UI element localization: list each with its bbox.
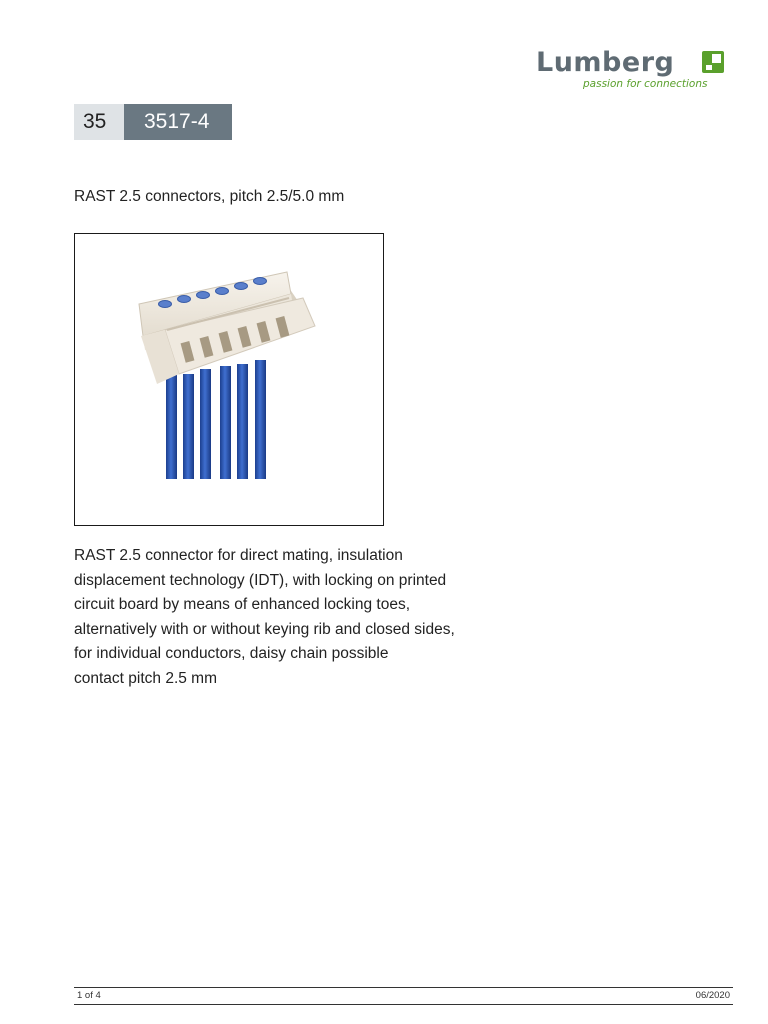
description-line: displacement technology (IDT), with locking on printed xyxy=(74,571,447,589)
description-line: circuit board by means of enhanced locking toes, xyxy=(74,596,411,613)
connector-illustration xyxy=(75,234,383,525)
logo-tagline: passion for connections xyxy=(583,78,708,90)
description-line: contact pitch 2.5 mm xyxy=(74,669,218,687)
description-line: for individual conductors, daisy chain possible xyxy=(74,645,389,662)
wires xyxy=(166,360,266,479)
logo-wordmark: Lumberg xyxy=(536,47,675,78)
product-description xyxy=(74,544,544,691)
document-date: 06/2020 xyxy=(695,990,730,1001)
product-subtitle: RAST 2.5 connectors, pitch 2.5/5.0 mm xyxy=(74,188,345,205)
product-header-badge xyxy=(74,104,232,140)
product-image-frame xyxy=(74,233,384,526)
footer-divider xyxy=(74,987,733,988)
footer-divider xyxy=(74,1004,733,1005)
logo-mark-icon xyxy=(702,51,724,73)
lumberg-logo xyxy=(536,48,736,92)
product-code: 3517-4 xyxy=(124,104,232,140)
page-indicator: 1 of 4 xyxy=(77,990,101,1001)
description-line: RAST 2.5 connector for direct mating, insulation xyxy=(74,547,403,564)
series-number: 35 xyxy=(74,104,124,140)
description-line: alternatively with or without keying rib and closed sides, xyxy=(74,620,455,638)
